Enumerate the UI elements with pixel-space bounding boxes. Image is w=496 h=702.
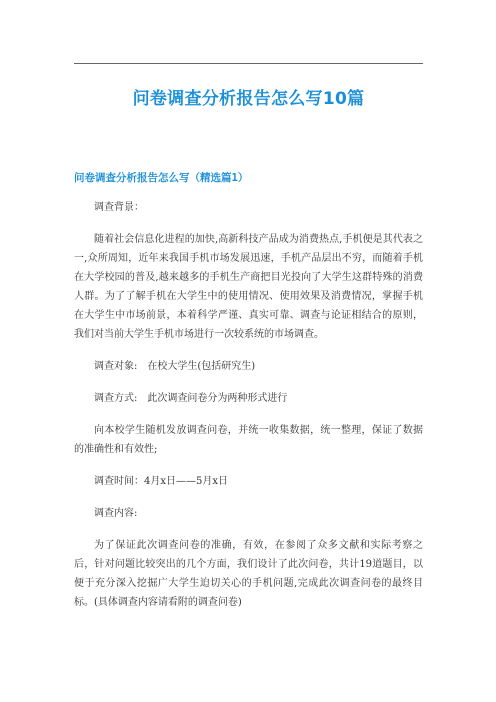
paragraph-subjects: 调查对象: 在校大学生(包括研究生) [94, 361, 256, 372]
paragraph-time: 调查时间：4月x日——5月x日 [94, 476, 229, 487]
document-title: 问卷调查分析报告怎么写10篇 [132, 89, 365, 109]
paragraph-background: 随着社会信息化进程的加快,高新科技产品成为消费热点,手机便是其代表之一,众所周知，近年来我国手机市场发展迅速，手机产品层出不穷，而随着手机在大学校园的普及,越来越多的手机生产商把目光投向了大学生这群特殊的消费人群。为了了解手机在大学生中的使用情况、使用效果及消费情况，掌握手机在大学生中市场前景，本着科学严谨、真实可靠、调查与论证相结合的原则，我们对当前大学生手机市场进行一次较系统的市场调查。 [74, 234, 423, 340]
paragraph-content-label: 调查内容: [94, 508, 138, 519]
paragraph-method-detail: 向本校学生随机发放调查问卷，并统一收集数据，统一整理，保证了数据的准确性和有效性; [74, 425, 423, 455]
paragraph-method: 调查方式: 此次调查问卷分为两种形式进行 [94, 393, 288, 404]
paragraph-background-label: 调查背景： [94, 202, 144, 213]
document-body [74, 198, 423, 625]
header-rule [74, 63, 423, 64]
paragraph-content: 为了保证此次调查问卷的准确，有效，在参阅了众多文献和实际考察之后，针对问题比较突出的几个方面，我们设计了此次问卷，共计19道题目，以便于充分深入挖掘广大学生迫切关心的手机问题,完成此次调查问卷的最终目标。(具体调查内容请看附的调查问卷) [74, 540, 423, 608]
section-heading: 问卷调查分析报告怎么写（精选篇1） [74, 172, 249, 184]
